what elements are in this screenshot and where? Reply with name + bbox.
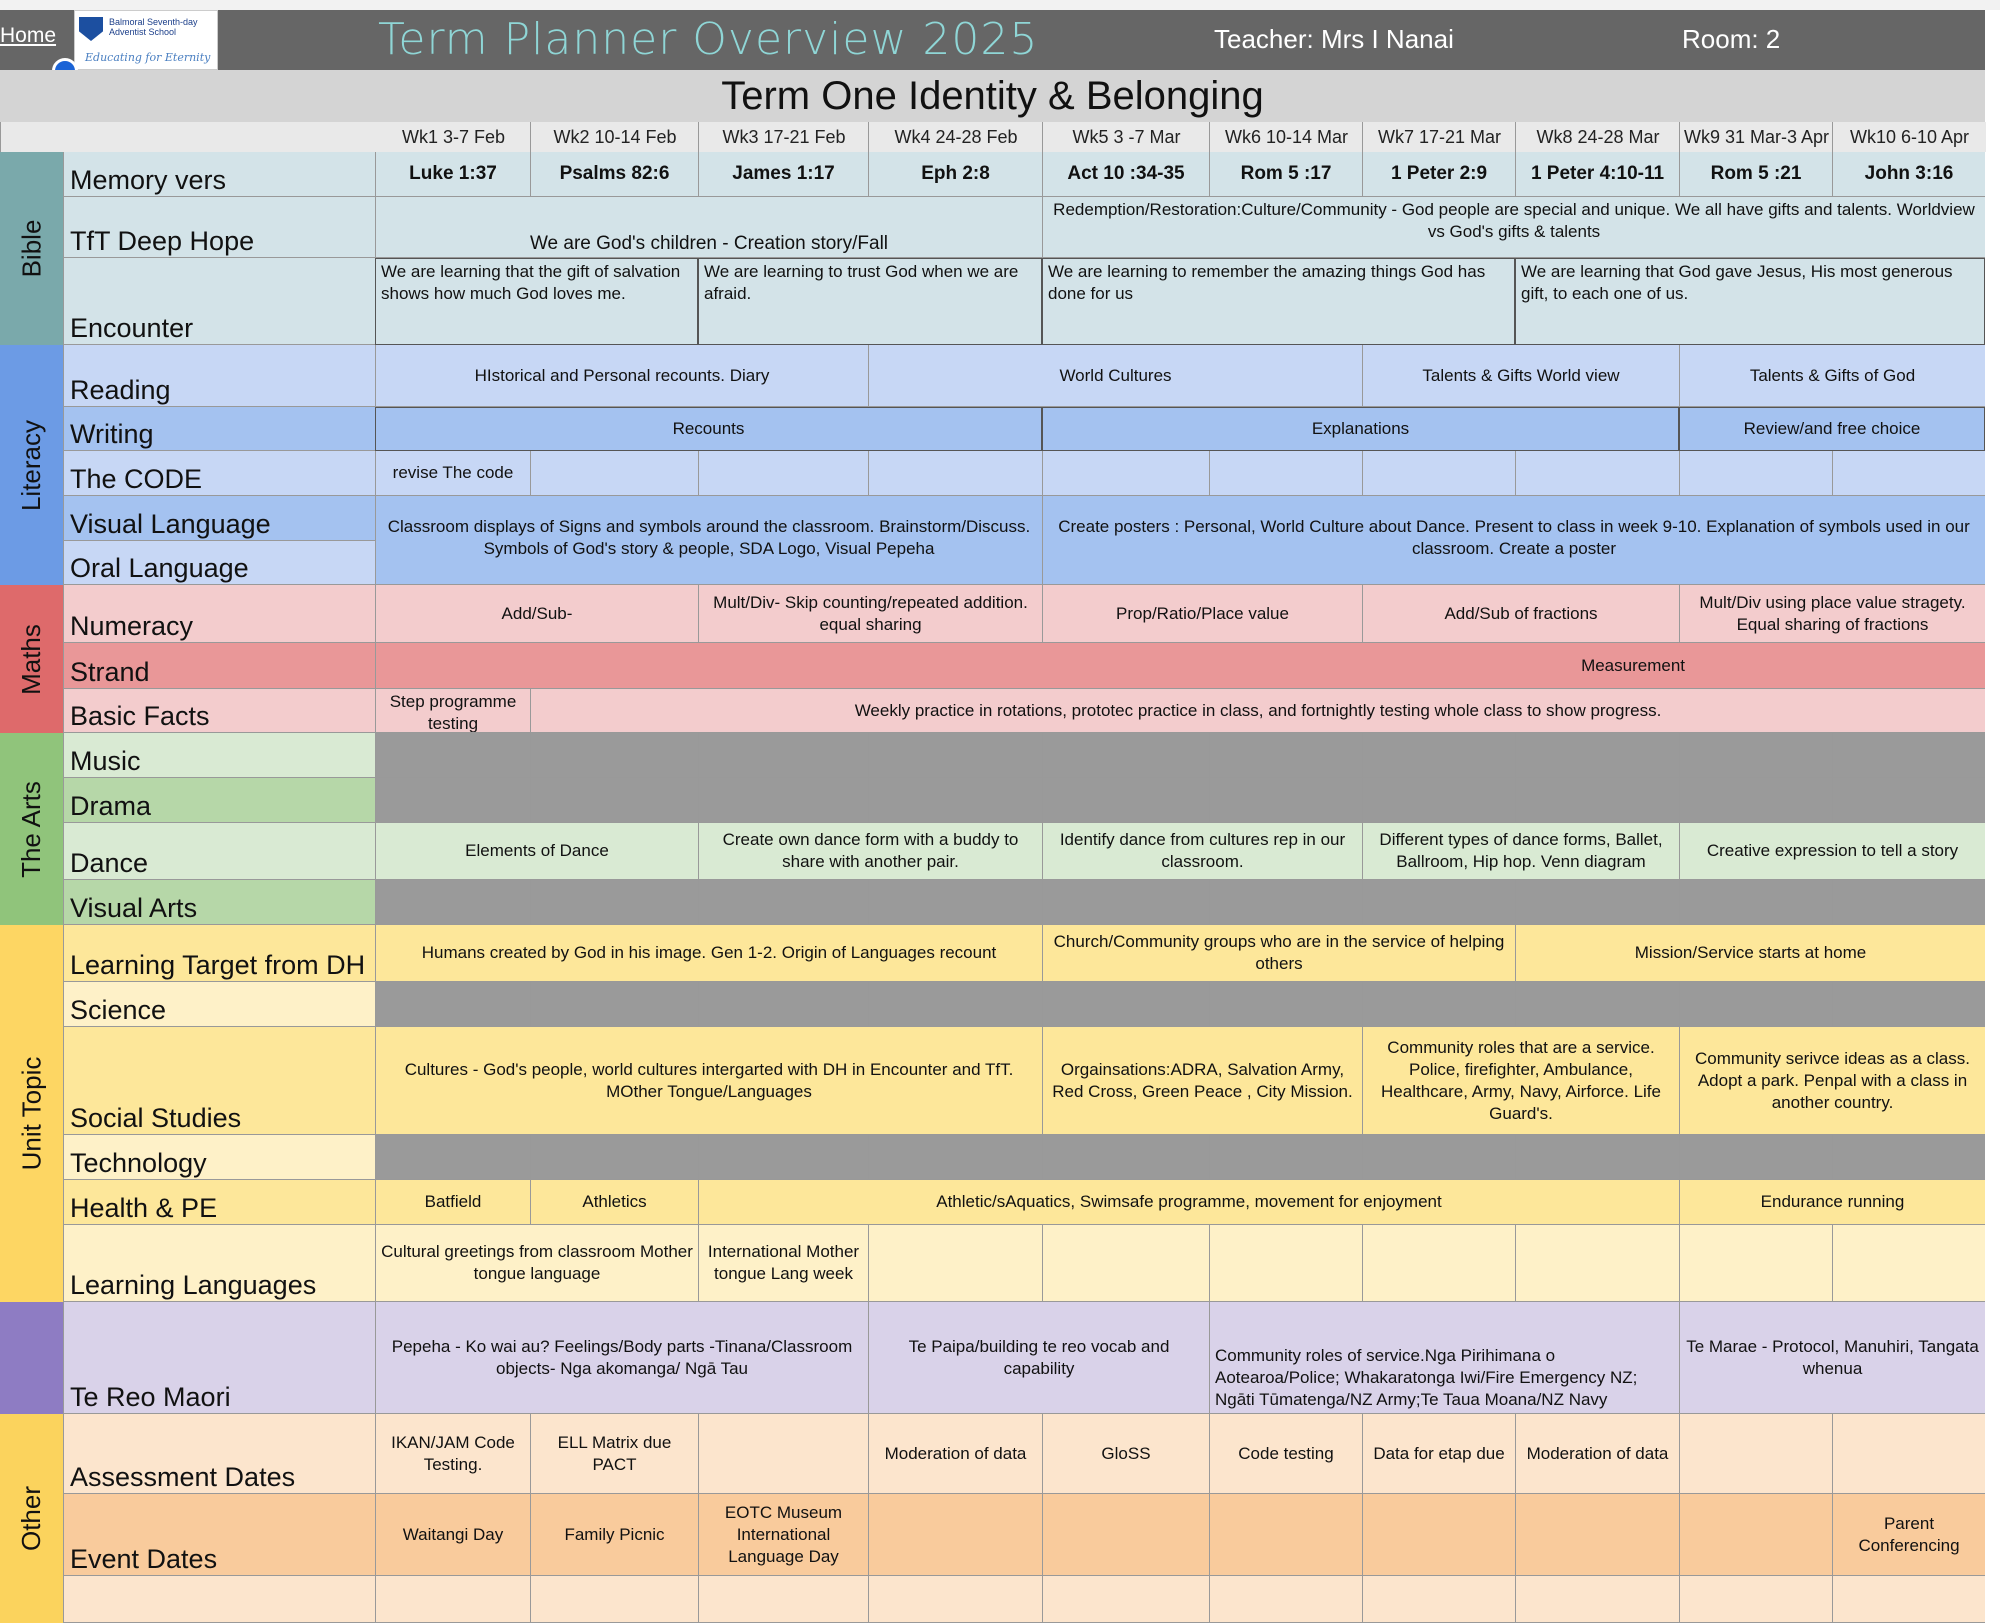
music-cell-5[interactable] [1042, 733, 1209, 778]
band-maths-text: Maths [16, 623, 46, 695]
visual-arts-cell-10[interactable] [1832, 880, 1985, 925]
languages-cell-9[interactable] [1679, 1225, 1832, 1302]
social-cell-d[interactable]: Community serivce ideas as a class. Adopt a park. Penpal with a class in another country. [1679, 1027, 1985, 1135]
technology-cell-7[interactable] [1362, 1135, 1515, 1180]
school-logo [74, 10, 218, 70]
logo-school-name: Balmoral Seventh-day Adventist School [109, 17, 198, 37]
extra-cell-10[interactable] [1832, 1576, 1985, 1623]
dance-cell-b[interactable]: Create own dance form with a buddy to share with another pair. [698, 823, 1042, 880]
te-reo-cell-c[interactable]: Community roles of service.Nga Pirihimana o Aotearoa/Police; Whakaratonga Iwi/Fire Emergency NZ; Ngāti Tūmatenga/NZ Army;Te Taua Moana/NZ Navy [1209, 1302, 1679, 1414]
music-cell-2[interactable] [530, 733, 698, 778]
event-cell-8[interactable] [1515, 1494, 1679, 1576]
memory-verse-1[interactable]: Luke 1:37 [375, 152, 530, 197]
science-cell-7[interactable] [1362, 982, 1515, 1027]
week-header: Wk2 10-14 Feb [530, 122, 699, 152]
drama-cell-9[interactable] [1679, 778, 1832, 823]
encounter-cell-b[interactable]: We are learning to trust God when we are afraid. [698, 258, 1042, 345]
visual-oral-cell-b[interactable]: Create posters : Personal, World Culture about Dance. Present to class in week 9-10. Explanation of symbols used in our classroom. Create a poster [1042, 496, 1985, 585]
label-writing: Writing [63, 407, 375, 451]
assessment-cell-3[interactable] [698, 1414, 868, 1494]
band-unit-text: Unit Topic [16, 1056, 46, 1171]
learning-target-cell-a[interactable]: Humans created by God in his image. Gen 1-2. Origin of Languages recount [375, 925, 1042, 982]
languages-cell-8[interactable] [1515, 1225, 1679, 1302]
extra-cell-9[interactable] [1679, 1576, 1832, 1623]
drama-cell-5[interactable] [1042, 778, 1209, 823]
extra-cell-7[interactable] [1362, 1576, 1515, 1623]
visual-arts-cell-6[interactable] [1209, 880, 1362, 925]
code-cell-6[interactable] [1209, 451, 1362, 496]
strand-cell-a[interactable]: Measurement [375, 643, 1985, 689]
label-social-studies: Social Studies [63, 1027, 375, 1135]
visual-arts-cell-1[interactable] [375, 880, 530, 925]
te-reo-cell-a[interactable]: Pepeha - Ko wai au? Feelings/Body parts -Tinana/Classroom objects- Nga akomanga/ Ngā Tau [375, 1302, 868, 1414]
memory-verse-6[interactable]: Rom 5 :17 [1209, 152, 1362, 197]
band-maori [0, 1302, 63, 1414]
label-basic-facts: Basic Facts [63, 689, 375, 733]
dance-cell-c[interactable]: Identify dance from cultures rep in our classroom. [1042, 823, 1362, 880]
music-cell-3[interactable] [698, 733, 868, 778]
week-header-spacer [0, 122, 376, 152]
week-header: Wk9 31 Mar-3 Apr [1679, 122, 1833, 152]
learning-target-cell-c[interactable]: Mission/Service starts at home [1515, 925, 1985, 982]
page-title: Term Planner Overview 2025 [378, 14, 1039, 65]
extra-cell-5[interactable] [1042, 1576, 1209, 1623]
writing-cell-c[interactable]: Review/and free choice [1679, 407, 1985, 451]
technology-cell-6[interactable] [1209, 1135, 1362, 1180]
label-technology: Technology [63, 1135, 375, 1180]
basic-facts-cell-b[interactable]: Weekly practice in rotations, prototec practice in class, and fortnightly testing whole class to show progress. [530, 689, 1985, 733]
drama-cell-1[interactable] [375, 778, 530, 823]
health-cell-a[interactable]: Batfield [375, 1180, 530, 1225]
label-drama: Drama [63, 778, 375, 823]
technology-cell-8[interactable] [1515, 1135, 1679, 1180]
languages-cell-7[interactable] [1362, 1225, 1515, 1302]
assessment-cell-10[interactable] [1832, 1414, 1985, 1494]
social-cell-c[interactable]: Community roles that are a service. Police, firefighter, Ambulance, Healthcare, Army, Navy, Airforce. Life Guard's. [1362, 1027, 1679, 1135]
drama-cell-4[interactable] [868, 778, 1042, 823]
numeracy-cell-c[interactable]: Prop/Ratio/Place value [1042, 585, 1362, 643]
encounter-cell-a[interactable]: We are learning that the gift of salvation shows how much God loves me. [375, 258, 698, 345]
event-cell-6[interactable] [1209, 1494, 1362, 1576]
week-header: Wk3 17-21 Feb [698, 122, 869, 152]
health-cell-b[interactable]: Athletics [530, 1180, 698, 1225]
code-cell-10[interactable] [1832, 451, 1985, 496]
social-cell-b[interactable]: Orgainsations:ADRA, Salvation Army, Red Cross, Green Peace , City Mission. [1042, 1027, 1362, 1135]
band-bible [0, 152, 63, 345]
memory-verse-5[interactable]: Act 10 :34-35 [1042, 152, 1209, 197]
band-other-text: Other [16, 1485, 46, 1552]
memory-verse-3[interactable]: James 1:17 [698, 152, 868, 197]
label-tft: TfT Deep Hope [63, 197, 375, 258]
label-extra [63, 1576, 375, 1623]
technology-cell-2[interactable] [530, 1135, 698, 1180]
drama-cell-2[interactable] [530, 778, 698, 823]
technology-cell-4[interactable] [868, 1135, 1042, 1180]
drama-cell-10[interactable] [1832, 778, 1985, 823]
science-cell-5[interactable] [1042, 982, 1209, 1027]
extra-cell-8[interactable] [1515, 1576, 1679, 1623]
tft-cell-a[interactable]: We are God's children - Creation story/Fall [375, 197, 1042, 258]
science-cell-8[interactable] [1515, 982, 1679, 1027]
drama-cell-7[interactable] [1362, 778, 1515, 823]
science-cell-6[interactable] [1209, 982, 1362, 1027]
drama-cell-3[interactable] [698, 778, 868, 823]
event-cell-7[interactable] [1362, 1494, 1515, 1576]
band-other [0, 1414, 63, 1623]
week-header: Wk5 3 -7 Mar [1042, 122, 1210, 152]
event-cell-4[interactable] [868, 1494, 1042, 1576]
technology-cell-3[interactable] [698, 1135, 868, 1180]
health-cell-d[interactable]: Endurance running [1679, 1180, 1985, 1225]
learning-target-cell-b[interactable]: Church/Community groups who are in the service of helping others [1042, 925, 1515, 982]
visual-arts-cell-8[interactable] [1515, 880, 1679, 925]
band-bible-text: Bible [15, 219, 46, 278]
dance-cell-a[interactable]: Elements of Dance [375, 823, 698, 880]
technology-cell-1[interactable] [375, 1135, 530, 1180]
label-health: Health & PE [63, 1180, 375, 1225]
label-science: Science [63, 982, 375, 1027]
languages-cell-6[interactable] [1209, 1225, 1362, 1302]
extra-cell-6[interactable] [1209, 1576, 1362, 1623]
band-unit [0, 925, 63, 1302]
label-numeracy: Numeracy [63, 585, 375, 643]
label-te-reo: Te Reo Maori [63, 1302, 375, 1414]
visual-arts-cell-5[interactable] [1042, 880, 1209, 925]
reading-cell-a[interactable]: HIstorical and Personal recounts. Diary [375, 345, 868, 407]
week-header: Wk4 24-28 Feb [868, 122, 1043, 152]
visual-oral-cell-a[interactable]: Classroom displays of Signs and symbols around the classroom. Brainstorm/Discuss. Symbols of God's story & people, SDA Logo, Visual Pepeha [375, 496, 1042, 585]
label-reading: Reading [63, 345, 375, 407]
extra-cell-4[interactable] [868, 1576, 1042, 1623]
week-header: Wk8 24-28 Mar [1515, 122, 1680, 152]
music-cell-4[interactable] [868, 733, 1042, 778]
memory-verse-9[interactable]: Rom 5 :21 [1679, 152, 1832, 197]
languages-cell-b[interactable]: International Mother tongue Lang week [698, 1225, 868, 1302]
label-encounter: Encounter [63, 258, 375, 345]
code-cell-3[interactable] [698, 451, 868, 496]
crest-icon [79, 17, 103, 41]
code-cell-2[interactable] [530, 451, 698, 496]
event-cell-9[interactable] [1679, 1494, 1832, 1576]
languages-cell-5[interactable] [1042, 1225, 1209, 1302]
label-strand: Strand [63, 643, 375, 689]
visual-arts-cell-7[interactable] [1362, 880, 1515, 925]
teacher-label: Teacher: Mrs I Nanai [1214, 24, 1454, 54]
event-cell-2[interactable]: Family Picnic [530, 1494, 698, 1576]
label-memory: Memory vers [63, 152, 375, 197]
memory-verse-10[interactable]: John 3:16 [1832, 152, 1985, 197]
writing-cell-b[interactable]: Explanations [1042, 407, 1679, 451]
assessment-cell-5[interactable]: GloSS [1042, 1414, 1209, 1494]
top-strip [0, 0, 2000, 10]
assessment-cell-8[interactable]: Moderation of data [1515, 1414, 1679, 1494]
science-cell-10[interactable] [1832, 982, 1985, 1027]
label-learning-target: Learning Target from DH [63, 925, 375, 982]
event-cell-10[interactable]: Parent Conferencing [1832, 1494, 1985, 1576]
numeracy-cell-e[interactable]: Mult/Div using place value stragety. Equal sharing of fractions [1679, 585, 1985, 643]
memory-verse-2[interactable]: Psalms 82:6 [530, 152, 698, 197]
code-cell-5[interactable] [1042, 451, 1209, 496]
assessment-cell-4[interactable]: Moderation of data [868, 1414, 1042, 1494]
reading-cell-c[interactable]: Talents & Gifts World view [1362, 345, 1679, 407]
room-label: Room: 2 [1682, 24, 1781, 54]
code-cell-8[interactable] [1515, 451, 1679, 496]
numeracy-cell-d[interactable]: Add/Sub of fractions [1362, 585, 1679, 643]
label-learning-languages: Learning Languages [63, 1225, 375, 1302]
extra-cell-3[interactable] [698, 1576, 868, 1623]
music-cell-9[interactable] [1679, 733, 1832, 778]
memory-verse-8[interactable]: 1 Peter 4:10-11 [1515, 152, 1679, 197]
band-arts [0, 733, 63, 925]
home-link[interactable]: Home [0, 24, 57, 47]
technology-cell-10[interactable] [1832, 1135, 1985, 1180]
visual-arts-cell-9[interactable] [1679, 880, 1832, 925]
social-cell-a[interactable]: Cultures - God's people, world cultures intergarted with DH in Encounter and TfT. MOther Tongue/Languages [375, 1027, 1042, 1135]
technology-cell-5[interactable] [1042, 1135, 1209, 1180]
te-reo-cell-d[interactable]: Te Marae - Protocol, Manuhiri, Tangata whenua [1679, 1302, 1985, 1414]
languages-cell-10[interactable] [1832, 1225, 1985, 1302]
drama-cell-8[interactable] [1515, 778, 1679, 823]
band-arts-text: The Arts [16, 780, 47, 878]
extra-cell-1[interactable] [375, 1576, 530, 1623]
music-cell-1[interactable] [375, 733, 530, 778]
writing-cell-a[interactable]: Recounts [375, 407, 1042, 451]
assessment-cell-7[interactable]: Data for etap due [1362, 1414, 1515, 1494]
week-header: Wk1 3-7 Feb [375, 122, 531, 152]
music-cell-8[interactable] [1515, 733, 1679, 778]
science-cell-4[interactable] [868, 982, 1042, 1027]
week-header: Wk6 10-14 Mar [1209, 122, 1363, 152]
label-oral-language: Oral Language [63, 541, 375, 585]
code-cell-7[interactable] [1362, 451, 1515, 496]
memory-verse-7[interactable]: 1 Peter 2:9 [1362, 152, 1515, 197]
science-cell-2[interactable] [530, 982, 698, 1027]
numeracy-cell-a[interactable]: Add/Sub- [375, 585, 698, 643]
music-cell-7[interactable] [1362, 733, 1515, 778]
visual-arts-cell-4[interactable] [868, 880, 1042, 925]
assessment-cell-9[interactable] [1679, 1414, 1832, 1494]
basic-facts-cell-a[interactable]: Step programme testing [375, 689, 530, 733]
label-visual-arts: Visual Arts [63, 880, 375, 925]
event-cell-1[interactable]: Waitangi Day [375, 1494, 530, 1576]
code-cell-9[interactable] [1679, 451, 1832, 496]
visual-arts-cell-3[interactable] [698, 880, 868, 925]
dance-cell-d[interactable]: Different types of dance forms, Ballet, Ballroom, Hip hop. Venn diagram [1362, 823, 1679, 880]
science-cell-3[interactable] [698, 982, 868, 1027]
science-cell-9[interactable] [1679, 982, 1832, 1027]
label-dance: Dance [63, 823, 375, 880]
week-header: Wk10 6-10 Apr [1832, 122, 1986, 152]
memory-verse-4[interactable]: Eph 2:8 [868, 152, 1042, 197]
science-cell-1[interactable] [375, 982, 530, 1027]
logo-motto: Educating for Eternity [85, 51, 211, 64]
assessment-cell-1[interactable]: IKAN/JAM Code Testing. [375, 1414, 530, 1494]
music-cell-6[interactable] [1209, 733, 1362, 778]
label-events: Event Dates [63, 1494, 375, 1576]
label-assessment: Assessment Dates [63, 1414, 375, 1494]
band-literacy-text: Literacy [16, 419, 47, 511]
band-maths [0, 585, 63, 733]
visual-arts-cell-2[interactable] [530, 880, 698, 925]
encounter-cell-c[interactable]: We are learning to remember the amazing things God has done for us [1042, 258, 1515, 345]
languages-cell-4[interactable] [868, 1225, 1042, 1302]
code-cell-1[interactable]: revise The code [375, 451, 530, 496]
numeracy-cell-b[interactable]: Mult/Div- Skip counting/repeated addition. equal sharing [698, 585, 1042, 643]
band-literacy [0, 345, 63, 585]
assessment-cell-2[interactable]: ELL Matrix due PACT [530, 1414, 698, 1494]
encounter-cell-d[interactable]: We are learning that God gave Jesus, His most generous gift, to each one of us. [1515, 258, 1985, 345]
assessment-cell-6[interactable]: Code testing [1209, 1414, 1362, 1494]
te-reo-cell-b[interactable]: Te Paipa/building te reo vocab and capability [868, 1302, 1209, 1414]
drama-cell-6[interactable] [1209, 778, 1362, 823]
reading-cell-d[interactable]: Talents & Gifts of God [1679, 345, 1985, 407]
extra-cell-2[interactable] [530, 1576, 698, 1623]
music-cell-10[interactable] [1832, 733, 1985, 778]
week-header: Wk7 17-21 Mar [1362, 122, 1516, 152]
label-visual-language: Visual Language [63, 496, 375, 541]
health-cell-c[interactable]: Athletic/sAquatics, Swimsafe programme, movement for enjoyment [698, 1180, 1679, 1225]
code-cell-4[interactable] [868, 451, 1042, 496]
technology-cell-9[interactable] [1679, 1135, 1832, 1180]
languages-cell-a[interactable]: Cultural greetings from classroom Mother tongue language [375, 1225, 698, 1302]
dance-cell-e[interactable]: Creative expression to tell a story [1679, 823, 1985, 880]
event-cell-5[interactable] [1042, 1494, 1209, 1576]
tft-cell-b[interactable]: Redemption/Restoration:Culture/Community - God people are special and unique. We all have gifts and talents. Worldview vs God's gifts & talents [1042, 197, 1985, 258]
event-cell-3[interactable]: EOTC Museum International Language Day [698, 1494, 868, 1576]
reading-cell-b[interactable]: World Cultures [868, 345, 1362, 407]
term-title: Term One Identity & Belonging [0, 70, 1985, 122]
label-code: The CODE [63, 451, 375, 496]
label-music: Music [63, 733, 375, 778]
